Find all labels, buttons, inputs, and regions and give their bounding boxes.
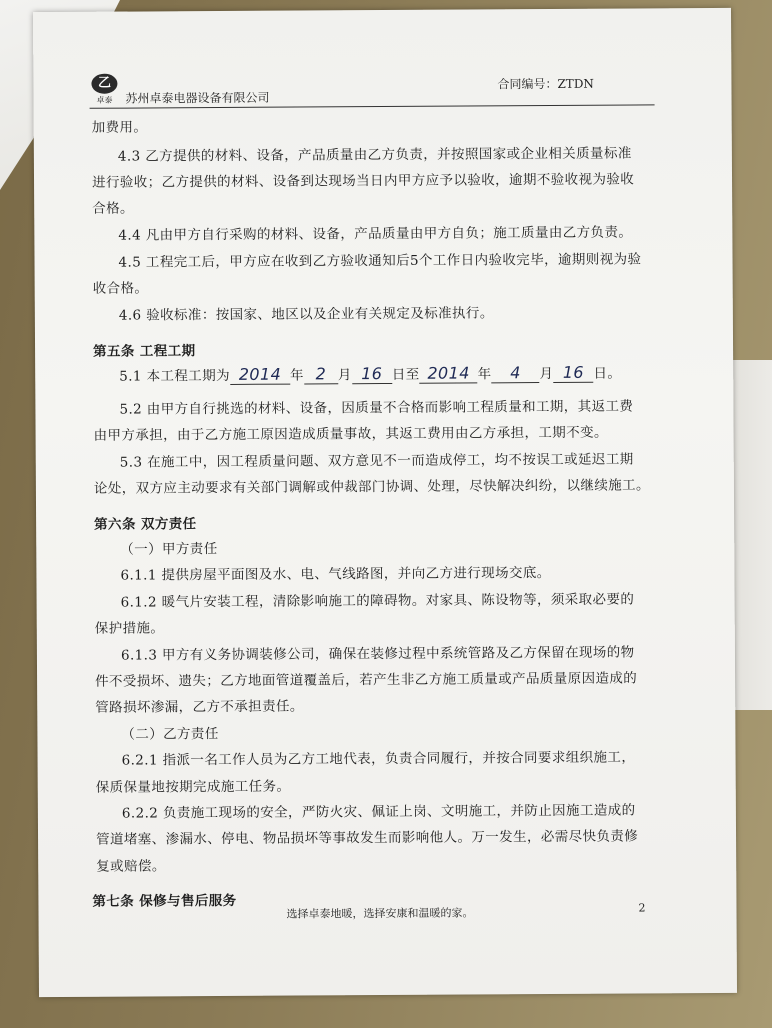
clause-4-6: 4.6 验收标准：按国家、地区以及企业有关规定及标准执行。 [118,305,494,324]
clause-4-5: 4.5 工程完工后，甲方应在收到乙方验收通知后5个工作日内验收完毕，逾期则视为验 [118,251,642,271]
label-month: 月 [539,365,554,383]
text-line: 收合格。 [92,280,149,297]
contract-page [33,8,737,997]
start-year-handwritten: 2014 [230,365,290,385]
clause-5-2: 5.2 由甲方自行挑选的材料、设备，因质量不合格而影响工程质量和工期，其返工费 [119,398,634,418]
start-day-handwritten: 16 [352,364,392,384]
text-line: 合格。 [92,200,134,217]
end-year-handwritten: 2014 [420,363,478,383]
end-month-handwritten: 4 [491,363,539,383]
label-year: 年 [289,367,304,384]
page-number: 2 [638,901,646,915]
label-month: 月 [337,367,352,384]
article-7-heading: 第七条 保修与售后服务 [92,892,237,910]
company-logo-icon [91,74,121,108]
text-line: 管路损坏渗漏，乙方不承担责任。 [95,698,304,716]
article-5-heading: 第五条 工程工期 [93,343,196,360]
logo-mark: 乙 [91,74,117,94]
text-line: 件不受损坏、遗失；乙方地面管道覆盖后，若产生非乙方施工质量或产品质量原因造成的 [95,670,638,690]
clause-5-1-prefix: 5.1 本工程工期为 [119,367,231,385]
page-header [89,68,654,108]
text-line: 保护措施。 [94,620,165,637]
text-line: 管道堵塞、渗漏水、停电、物品损坏等事故发生而影响他人。万一发生，必需尽快负责修 [96,828,639,848]
contract-number: 合同编号：ZTDN [497,76,594,92]
logo-brand-text: 卓泰 [96,95,113,105]
article-6-heading: 第六条 双方责任 [94,516,197,533]
clause-6-1-1: 6.1.1 提供房屋平面图及水、电、气线路图，并向乙方进行现场交底。 [120,564,551,584]
text-line: 由甲方承担，由于乙方施工原因造成质量事故，其返工费用由乙方承担，工期不变。 [93,424,608,444]
clause-4-3: 4.3 乙方提供的材料、设备，产品质量由乙方负责，并按照国家或企业相关质量标准 [117,145,632,165]
party-a-heading: （一）甲方责任 [120,541,218,558]
start-month-handwritten: 2 [304,364,338,384]
end-day-handwritten: 16 [553,363,593,383]
label-year: 年 [477,366,492,383]
contract-body [91,112,682,910]
label-day-to: 日至 [391,366,420,383]
label-day-end: 日。 [593,365,622,382]
company-name: 苏州卓泰电器设备有限公司 [125,90,270,106]
text-line: 复或赔偿。 [96,858,166,875]
clause-4-4: 4.4 凡由甲方自行采购的材料、设备，产品质量由甲方自负；施工质量由乙方负责。 [118,224,633,244]
text-line: 保质保量地按期完成施工任务。 [95,778,291,796]
clause-5-1 [119,362,621,386]
clause-5-3: 5.3 在施工中，因工程质量问题、双方意见不一而造成停工，均不按误工或延迟工期 [119,451,634,471]
text-line: 进行验收；乙方提供的材料、设备到达现场当日内甲方应予以验收，逾期不验收视为验收 [91,171,635,191]
text-line: 加费用。 [91,119,148,136]
footer-slogan: 选择卓泰地暖，选择安康和温暖的家。 [286,906,474,921]
text-line: 论处，双方应主动要求有关部门调解或仲裁部门协调、处理，尽快解决纠纷，以继续施工。 [93,477,650,497]
clause-6-2-2: 6.2.2 负责施工现场的安全，严防火灾、佩证上岗、文明施工，并防止因施工造成的 [121,802,636,822]
clause-6-2-1: 6.2.1 指派一名工作人员为乙方工地代表，负责合同履行，并按合同要求组织施工， [121,749,636,769]
clause-6-1-3: 6.1.3 甲方有义务协调装修公司，确保在装修过程中系统管路及乙方保留在现场的物 [120,644,635,664]
clause-6-1-2: 6.1.2 暖气片安装工程，清除影响施工的障碍物。对家具、陈设物等，须采取必要的 [120,591,635,611]
party-b-heading: （二）乙方责任 [121,726,219,743]
